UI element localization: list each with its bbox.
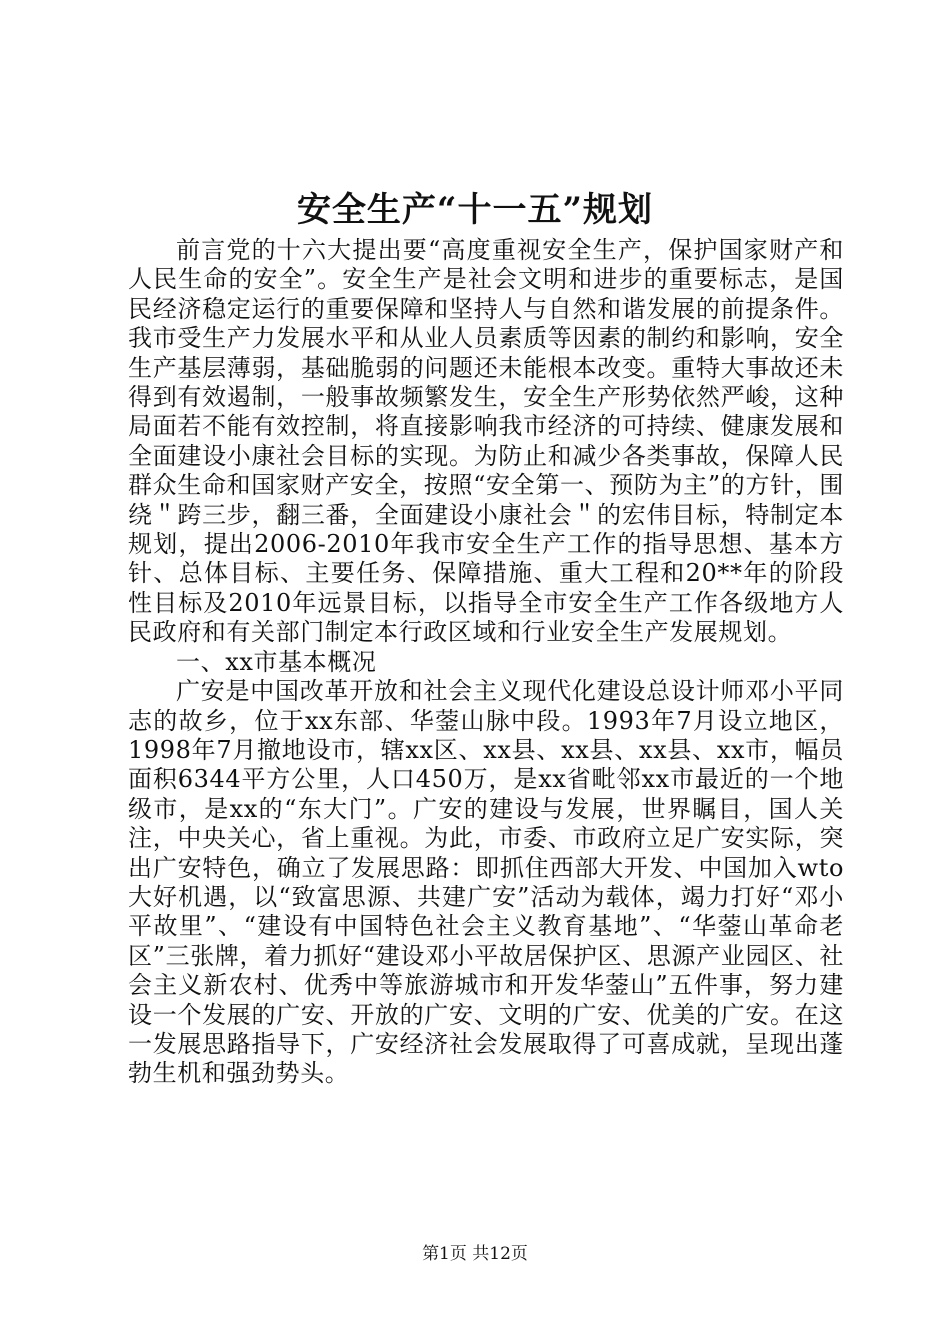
document-title: 安全生产“十一五”规划 xyxy=(296,190,654,230)
page-footer xyxy=(0,1242,950,1266)
page-number-indicator: 第1页 共12页 xyxy=(422,1244,528,1264)
paragraph-preface: 前言党的十六大提出要“高度重视安全生产，保护国家财产和人民生命的安全”。安全生产是社会文明和进步的重要标志，是国民经济稳定运行的重要保障和坚持人与自然和谐发展的前提条件。我市受生产力发展水平和从业人员素质等因素的制约和影响，安全生产基层薄弱，基础脆弱的问题还未能根本改变。重特大事故还未得到有效遏制，一般事故频繁发生，安全生产形势依然严峻，这种局面若不能有效控制，将直接影响我市经济的可持续、健康发展和全面建设小康社会目标的实现。为防止和减少各类事故，保障人民群众生命和国家财产安全，按照“安全第一、预防为主”的方针，围绕＂跨三步，翻三番，全面建设小康社会＂的宏伟目标，特制定本规划，提出2006-2010年我市安全生产工作的指导思想、基本方针、总体目标、主要任务、保障措施、重大工程和20**年的阶段性目标及2010年远景目标，以指导全市安全生产工作各级地方人民政府和有关部门制定本行政区域和行业安全生产发展规划。 xyxy=(128,236,844,647)
paragraph-city-overview: 广安是中国改革开放和社会主义现代化建设总设计师邓小平同志的故乡，位于xx东部、华蓥山脉中段。1993年7月设立地区，1998年7月撤地设市，辖xx区、xx县、xx县、xx县、xx市，幅员面积6344平方公里，人口450万，是xx省毗邻xx市最近的一个地级市，是xx的“东大门”。广安的建设与发展，世界瞩目，国人关注，中央关心，省上重视。为此，市委、市政府立足广安实际，突出广安特色，确立了发展思路：即抓住西部大开发、中国加入wto大好机遇，以“致富思源、共建广安”活动为载体，竭力打好“邓小平故里”、“建设有中国特色社会主义教育基地”、“华蓥山革命老区”三张牌，着力抓好“建设邓小平故居保护区、思源产业园区、社会主义新农村、优秀中等旅游城市和开发华蓥山”五件事，努力建设一个发展的广安、开放的广安、文明的广安、优美的广安。在这一发展思路指导下，广安经济社会发展取得了可喜成就，呈现出蓬勃生机和强劲势头。 xyxy=(128,677,844,1088)
document-body xyxy=(128,236,844,1089)
section-heading-basic-overview: 一、xx市基本概况 xyxy=(176,647,377,676)
